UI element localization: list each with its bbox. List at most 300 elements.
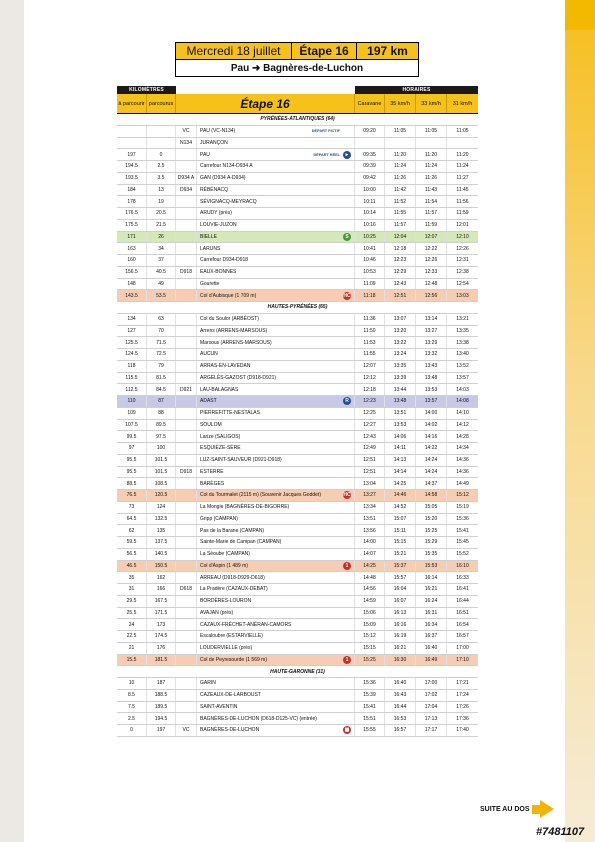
place-name <box>197 420 355 431</box>
time-33kmh: 12:22 <box>416 243 447 254</box>
place-label: JURANÇON <box>200 139 228 146</box>
col-done-header: parcourus <box>147 94 176 113</box>
time-31kmh: 16:44 <box>456 598 469 605</box>
road-number <box>176 572 197 583</box>
time-31kmh: 17:24 <box>456 692 469 699</box>
climb-cat1-icon: 1 <box>343 562 351 570</box>
km-done: 37 <box>147 255 176 266</box>
climb-cat1-icon: 1 <box>343 656 351 664</box>
place-label: LOUDERVIELLE (près) <box>200 645 253 652</box>
time-33kmh: 17:04 <box>416 702 447 713</box>
time-31kmh: 15:19 <box>456 504 469 511</box>
time-31kmh: 17:36 <box>456 715 469 722</box>
place-label: Marsous (ARRENS-MARSOUS) <box>200 339 272 346</box>
road-number <box>176 243 197 254</box>
place-label: Col du Soulor (ARBÉOST) <box>200 316 259 323</box>
place-name <box>197 220 355 231</box>
km-remaining: 175.5 <box>117 220 147 231</box>
caravan-time: 09:42 <box>355 173 385 184</box>
col-31-header: 31 km/h <box>452 100 473 107</box>
time-33kmh: 15:53 <box>416 561 447 572</box>
time-33kmh: 13:14 <box>416 314 447 325</box>
road-number <box>176 549 197 560</box>
road-number: N134 <box>176 138 197 149</box>
table-row <box>117 702 478 714</box>
place-name <box>197 232 355 243</box>
left-margin-band <box>0 0 24 842</box>
road-number <box>176 396 197 407</box>
right-margin-band <box>565 0 595 842</box>
road-number <box>176 619 197 630</box>
caravan-time: 15:25 <box>355 655 385 666</box>
place-label: BAGNÈRES-DE-LUCHON <box>200 727 260 734</box>
place-label: GARIN <box>200 680 216 687</box>
place-label: LOUVIE-JUZON <box>200 222 237 229</box>
time-35kmh: 13:48 <box>385 396 416 407</box>
place-name <box>197 549 355 560</box>
place-name <box>197 678 355 689</box>
time-35kmh: 16:43 <box>385 690 416 701</box>
km-remaining: 8.5 <box>117 690 147 701</box>
time-31kmh: 16:51 <box>456 609 469 616</box>
time-35kmh: 11:05 <box>385 126 416 137</box>
km-done: 84.5 <box>147 384 176 395</box>
table-row <box>117 608 478 620</box>
place-name <box>197 196 355 207</box>
table-row <box>117 161 478 173</box>
place-name <box>197 490 355 501</box>
place-name <box>197 584 355 595</box>
time-33kmh: 12:33 <box>416 267 447 278</box>
caravan-time: 10:00 <box>355 185 385 196</box>
table-row <box>117 525 478 537</box>
place-name <box>197 173 355 184</box>
km-remaining: 31 <box>117 584 147 595</box>
table-row <box>117 431 478 443</box>
time-31kmh: 16:41 <box>456 586 469 593</box>
road-number <box>176 314 197 325</box>
time-35kmh: 15:57 <box>385 572 416 583</box>
place-name <box>197 455 355 466</box>
time-33kmh: 17:13 <box>416 713 447 724</box>
km-done: 19 <box>147 196 176 207</box>
table-row <box>117 537 478 549</box>
stage-distance: 197 km <box>367 44 408 58</box>
time-33kmh: 11:43 <box>416 185 447 196</box>
km-remaining: 25.5 <box>117 608 147 619</box>
km-done: 79 <box>147 361 176 372</box>
km-done: 197 <box>147 725 176 736</box>
time-35kmh: 12:23 <box>385 255 416 266</box>
stage-title-header: Étape 16 <box>176 94 355 113</box>
arrow-right-icon <box>540 800 554 818</box>
place-name <box>197 596 355 607</box>
place-label: ADAST <box>200 398 217 405</box>
time-31kmh: 11:24 <box>456 163 469 170</box>
caravan-time: 11:18 <box>355 290 385 301</box>
time-35kmh: 13:24 <box>385 349 416 360</box>
time-31kmh: 13:52 <box>456 363 469 370</box>
road-number <box>176 455 197 466</box>
km-remaining: 118 <box>117 361 147 372</box>
time-31kmh: 15:36 <box>456 515 469 522</box>
caravan-time: 12:25 <box>355 408 385 419</box>
place-name <box>197 384 355 395</box>
place-label: LARUNS <box>200 245 221 252</box>
km-remaining: 10 <box>117 678 147 689</box>
caravan-time: 12:51 <box>355 455 385 466</box>
place-name <box>197 185 355 196</box>
km-remaining: 2.5 <box>117 713 147 724</box>
road-number: D934 <box>176 185 197 196</box>
table-row <box>117 126 478 138</box>
km-remaining: 64.5 <box>117 514 147 525</box>
km-done: 34 <box>147 243 176 254</box>
climb-hc-icon: HC <box>343 292 351 299</box>
time-33kmh: 13:53 <box>416 384 447 395</box>
table-row <box>117 408 478 420</box>
road-number <box>176 349 197 360</box>
km-remaining <box>117 138 147 149</box>
time-31kmh: 12:10 <box>456 233 469 240</box>
start-note: DÉPART RÉEL <box>313 152 340 157</box>
place-label: PAU <box>200 151 210 158</box>
km-remaining: 107.5 <box>117 420 147 431</box>
km-remaining: 99.5 <box>117 431 147 442</box>
time-31kmh: 11:59 <box>456 210 469 217</box>
caravan-time: 15:12 <box>355 631 385 642</box>
finish-flag-icon: ▦ <box>344 727 350 734</box>
road-number <box>176 631 197 642</box>
km-done: 194.5 <box>147 713 176 724</box>
road-number <box>176 713 197 724</box>
time-31kmh: 16:57 <box>456 633 469 640</box>
time-31kmh: 14:36 <box>456 468 469 475</box>
table-band-row <box>117 86 478 94</box>
caravan-time: 11:36 <box>355 314 385 325</box>
time-35kmh: 12:29 <box>385 267 416 278</box>
time-31kmh: 14:08 <box>456 398 469 405</box>
road-number <box>176 279 197 290</box>
time-35kmh: 15:37 <box>385 561 416 572</box>
start-note: DÉPART FICTIF <box>311 129 340 134</box>
caravan-time: 15:51 <box>355 713 385 724</box>
road-number <box>176 149 197 160</box>
time-33kmh: 16:40 <box>416 643 447 654</box>
place-name <box>197 126 355 137</box>
table-row <box>117 196 478 208</box>
time-31kmh: 14:49 <box>456 480 469 487</box>
time-35kmh: 12:04 <box>385 232 416 243</box>
place-label: Col de Peyresourde (1 569 m) <box>200 656 267 663</box>
table-row <box>117 361 478 373</box>
km-done: 72.5 <box>147 349 176 360</box>
horaires-band: HORAIRES <box>355 86 478 94</box>
place-label: Gourette <box>200 280 220 287</box>
time-33kmh: 11:59 <box>416 220 447 231</box>
time-35kmh: 13:35 <box>385 361 416 372</box>
place-name <box>197 725 355 736</box>
time-33kmh: 15:20 <box>416 514 447 525</box>
table-row <box>117 467 478 479</box>
region-header: PYRÉNÉES-ATLANTIQUES (64) <box>117 114 478 126</box>
table-row <box>117 478 478 490</box>
caravan-time <box>355 138 385 149</box>
caravan-time: 12:07 <box>355 361 385 372</box>
table-row <box>117 208 478 220</box>
road-number <box>176 290 197 301</box>
time-31kmh: 14:10 <box>456 410 469 417</box>
timetable <box>117 86 478 737</box>
time-33kmh: 15:25 <box>416 525 447 536</box>
km-done: 2.5 <box>147 161 176 172</box>
place-name <box>197 326 355 337</box>
time-33kmh: 14:02 <box>416 420 447 431</box>
time-33kmh: 11:20 <box>416 149 447 160</box>
caravan-time: 11:50 <box>355 326 385 337</box>
km-remaining: 95.5 <box>117 455 147 466</box>
table-row <box>117 455 478 467</box>
km-done: 187 <box>147 678 176 689</box>
place-label: Carrefour D934-D918 <box>200 257 249 264</box>
time-35kmh: 16:40 <box>385 678 416 689</box>
time-33kmh: 12:56 <box>416 290 447 301</box>
time-35kmh: 12:51 <box>385 290 416 301</box>
place-label: BIELLE <box>200 233 217 240</box>
document-code: #7481107 <box>536 826 585 838</box>
road-number <box>176 408 197 419</box>
time-31kmh: 14:28 <box>456 433 469 440</box>
table-row <box>117 725 478 737</box>
time-35kmh: 11:57 <box>385 220 416 231</box>
time-33kmh: 15:29 <box>416 537 447 548</box>
time-33kmh: 16:34 <box>416 619 447 630</box>
place-name <box>197 208 355 219</box>
place-name <box>197 514 355 525</box>
place-name <box>197 161 355 172</box>
caravan-time: 15:36 <box>355 678 385 689</box>
km-remaining: 73 <box>117 502 147 513</box>
table-row <box>117 138 478 150</box>
km-remaining: 176.5 <box>117 208 147 219</box>
place-name <box>197 572 355 583</box>
km-remaining: 35 <box>117 572 147 583</box>
time-33kmh: 13:43 <box>416 361 447 372</box>
col-remaining-header: à parcourir <box>117 94 147 113</box>
km-remaining: 62 <box>117 525 147 536</box>
place-label: La Pradère (CAZAUX-DEBAT) <box>200 586 268 593</box>
km-done: 124 <box>147 502 176 513</box>
time-31kmh <box>447 138 478 149</box>
time-33kmh: 11:05 <box>416 126 447 137</box>
caravan-time: 12:27 <box>355 420 385 431</box>
km-done: 63 <box>147 314 176 325</box>
time-35kmh: 16:04 <box>385 584 416 595</box>
caravan-time: 14:07 <box>355 549 385 560</box>
km-remaining: 7.5 <box>117 702 147 713</box>
time-31kmh: 11:45 <box>456 186 469 193</box>
table-row <box>117 420 478 432</box>
caravan-time: 10:25 <box>355 232 385 243</box>
time-33kmh: 14:37 <box>416 478 447 489</box>
place-name <box>197 478 355 489</box>
place-label: LUZ-SAINT-SAUVEUR (D921-D918) <box>200 457 282 464</box>
place-label: EAUX-BONNES <box>200 269 237 276</box>
km-done: 13 <box>147 185 176 196</box>
place-label: La Mongie (BAGNÈRES-DE-BIGORRE) <box>200 504 290 511</box>
table-row <box>117 549 478 561</box>
time-31kmh: 13:57 <box>456 374 469 381</box>
place-name <box>197 467 355 478</box>
time-31kmh: 17:40 <box>456 727 469 734</box>
km-done <box>147 138 176 149</box>
km-done: 150.5 <box>147 561 176 572</box>
time-31kmh: 17:10 <box>456 656 469 663</box>
time-35kmh: 12:18 <box>385 243 416 254</box>
place-label: Col du Tourmalet (2115 m) (Souvenir Jacques Goddet) <box>200 492 321 499</box>
km-done: 167.5 <box>147 596 176 607</box>
road-number: VC <box>176 126 197 137</box>
table-row <box>117 690 478 702</box>
place-name <box>197 290 355 301</box>
caravan-time: 13:27 <box>355 490 385 501</box>
time-35kmh: 14:14 <box>385 467 416 478</box>
place-label: SÉVIGNACQ-MEYRACQ <box>200 198 257 205</box>
time-31kmh: 12:01 <box>456 222 469 229</box>
time-33kmh: 14:00 <box>416 408 447 419</box>
km-done: 53.5 <box>147 290 176 301</box>
time-33kmh: 13:48 <box>416 373 447 384</box>
km-done: 26 <box>147 232 176 243</box>
time-35kmh: 16:53 <box>385 713 416 724</box>
time-33kmh: 16:37 <box>416 631 447 642</box>
place-label: La Séoube (CAMPAN) <box>200 551 250 558</box>
caravan-time: 12:49 <box>355 443 385 454</box>
place-label: Sainte-Marie de Campan (CAMPAN) <box>200 539 282 546</box>
time-31kmh: 16:54 <box>456 621 469 628</box>
time-33kmh: 14:22 <box>416 443 447 454</box>
time-35kmh: 16:21 <box>385 643 416 654</box>
table-row <box>117 713 478 725</box>
place-label: Escaloubre (ESTARVIELLE) <box>200 633 263 640</box>
place-name <box>197 138 355 149</box>
km-remaining: 148 <box>117 279 147 290</box>
time-31kmh: 14:36 <box>456 457 469 464</box>
table-row <box>117 373 478 385</box>
km-remaining: 115.5 <box>117 373 147 384</box>
caravan-time: 11:53 <box>355 337 385 348</box>
road-number <box>176 255 197 266</box>
caravan-time: 12:51 <box>355 467 385 478</box>
km-done: 70 <box>147 326 176 337</box>
time-33kmh: 14:58 <box>416 490 447 501</box>
table-row <box>117 396 478 408</box>
km-done: 81.5 <box>147 373 176 384</box>
table-row <box>117 337 478 349</box>
time-35kmh: 16:07 <box>385 596 416 607</box>
time-35kmh: 14:06 <box>385 431 416 442</box>
time-35kmh: 11:42 <box>385 185 416 196</box>
time-35kmh: 15:07 <box>385 514 416 525</box>
table-row <box>117 655 478 667</box>
place-label: BORDÈRES-LOURON <box>200 598 252 605</box>
km-remaining: 24 <box>117 619 147 630</box>
caravan-time: 13:34 <box>355 502 385 513</box>
time-35kmh: 14:52 <box>385 502 416 513</box>
region-header: HAUTES-PYRÉNÉES (65) <box>117 302 478 314</box>
time-35kmh: 13:20 <box>385 326 416 337</box>
place-label: Larize (SALIGOS) <box>200 433 241 440</box>
table-row <box>117 584 478 596</box>
place-name <box>197 655 355 666</box>
time-33kmh <box>416 138 447 149</box>
time-33kmh: 16:31 <box>416 608 447 619</box>
road-number <box>176 502 197 513</box>
table-row <box>117 243 478 255</box>
time-31kmh: 15:52 <box>456 551 469 558</box>
km-done: 49 <box>147 279 176 290</box>
time-33kmh: 14:24 <box>416 467 447 478</box>
table-row <box>117 255 478 267</box>
place-label: ARGELÈS-GAZOST (D918-D921) <box>200 374 277 381</box>
km-done: 174.5 <box>147 631 176 642</box>
time-35kmh: 11:26 <box>385 173 416 184</box>
time-31kmh: 17:26 <box>456 703 469 710</box>
km-done: 108.5 <box>147 478 176 489</box>
road-number <box>176 208 197 219</box>
km-remaining: 160 <box>117 255 147 266</box>
time-31kmh: 11:56 <box>456 198 469 205</box>
road-number <box>176 514 197 525</box>
place-name <box>197 337 355 348</box>
table-row <box>117 443 478 455</box>
km-done: 189.5 <box>147 702 176 713</box>
caravan-time: 09:20 <box>355 126 385 137</box>
place-name <box>197 349 355 360</box>
place-label: BARÈGES <box>200 480 225 487</box>
caravan-time: 12:23 <box>355 396 385 407</box>
caravan-time: 14:00 <box>355 537 385 548</box>
caravan-time: 14:59 <box>355 596 385 607</box>
table-row <box>117 232 478 244</box>
road-number <box>176 337 197 348</box>
km-remaining: 56.5 <box>117 549 147 560</box>
caravan-time: 10:41 <box>355 243 385 254</box>
place-name <box>197 502 355 513</box>
time-33kmh: 11:57 <box>416 208 447 219</box>
km-remaining: 171 <box>117 232 147 243</box>
km-done: 20.5 <box>147 208 176 219</box>
time-33kmh: 12:26 <box>416 255 447 266</box>
place-name <box>197 702 355 713</box>
place-label: ESQUIÈZE-SÈRE <box>200 445 241 452</box>
continued-label: SUITE AU DOS <box>480 805 530 813</box>
start-icon: ► <box>344 151 350 158</box>
time-35kmh: 11:20 <box>385 149 416 160</box>
place-label: LAU-BALAGNAS <box>200 386 239 393</box>
place-name <box>197 643 355 654</box>
km-remaining: 76.5 <box>117 490 147 501</box>
km-remaining: 110 <box>117 396 147 407</box>
col-35-header: 35 km/h <box>385 94 416 113</box>
place-label: PIERREFITTE-NESTALAS <box>200 410 260 417</box>
time-33kmh: 15:35 <box>416 549 447 560</box>
km-remaining: 88.5 <box>117 478 147 489</box>
place-name <box>197 149 355 160</box>
road-number: D918 <box>176 267 197 278</box>
place-label: SOULOM <box>200 421 222 428</box>
km-remaining: 184 <box>117 185 147 196</box>
